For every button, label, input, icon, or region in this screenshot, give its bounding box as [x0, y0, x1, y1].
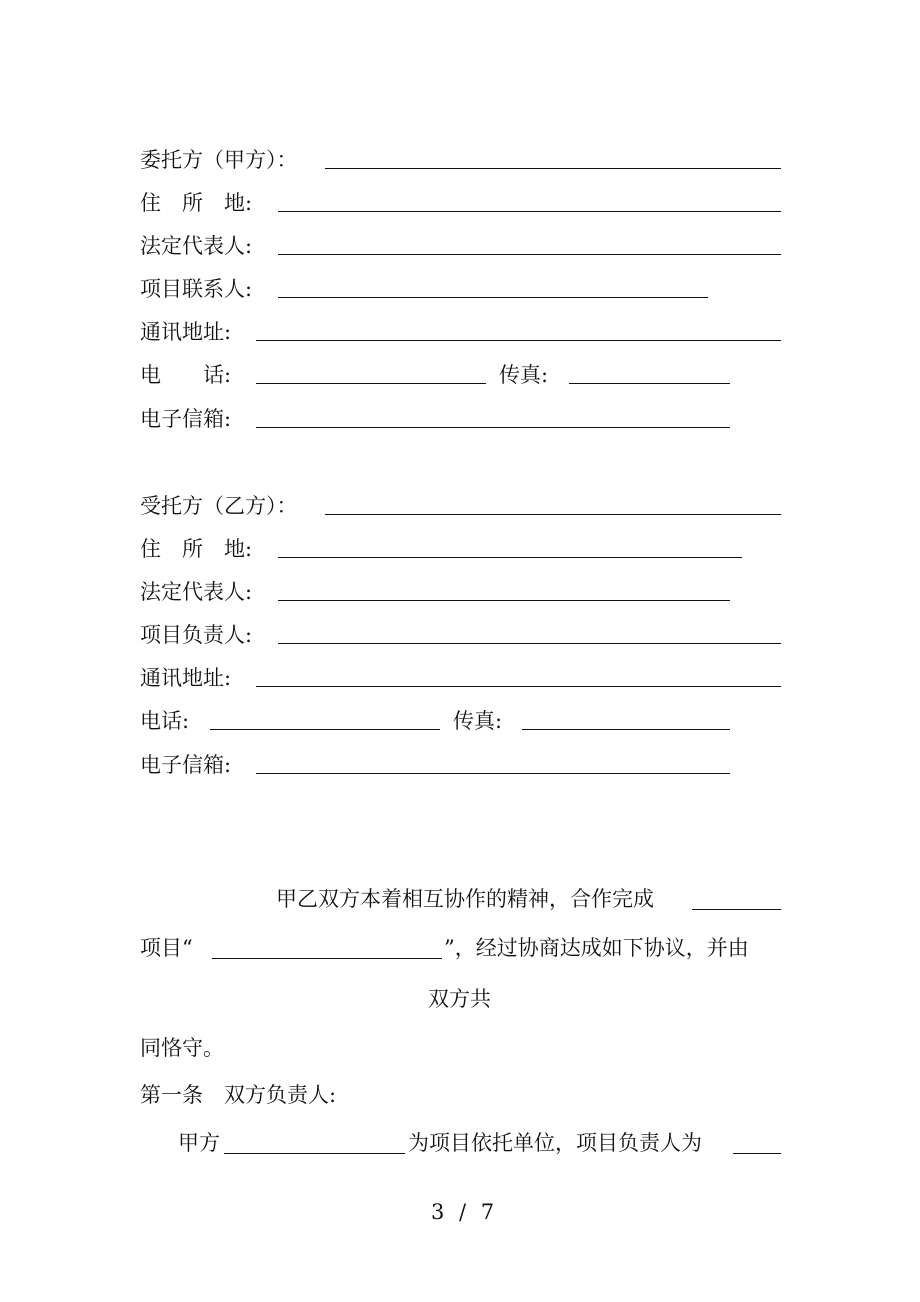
party-a-email-blank[interactable]	[256, 427, 730, 428]
agreement-intro-line3: 双方共	[428, 987, 491, 1011]
party-a-address-label: 住 所 地:	[140, 191, 253, 215]
party-b-legal-rep-blank[interactable]	[278, 600, 730, 601]
party-a-unit-blank[interactable]	[224, 1153, 405, 1154]
party-b-manager-label: 项目负责人:	[140, 623, 253, 647]
party-a-phone-label: 电 话:	[140, 363, 232, 387]
party-a-address-blank[interactable]	[278, 211, 781, 212]
party-b-address-label: 住 所 地:	[140, 537, 253, 561]
party-a-contact-label: 项目联系人:	[140, 277, 253, 301]
agreement-intro-line2-b: ”，经过协商达成如下协议，并由	[444, 936, 749, 960]
party-a-mail-address-label: 通讯地址:	[140, 320, 232, 344]
article-1-party-a-text: 甲方	[178, 1131, 220, 1155]
party-a-email-label: 电子信箱:	[140, 407, 232, 431]
page-number: 3 / 7	[431, 1200, 499, 1224]
party-a-fax-label: 传真:	[499, 363, 549, 387]
party-b-mail-address-blank[interactable]	[256, 686, 781, 687]
article-1-title: 第一条 双方负责人:	[140, 1083, 337, 1107]
party-b-name-blank[interactable]	[325, 514, 781, 515]
party-b-mail-address-label: 通讯地址:	[140, 666, 232, 690]
party-b-email-label: 电子信箱:	[140, 753, 232, 777]
party-b-title: 受托方（乙方）：	[140, 494, 298, 518]
agreement-intro-line4: 同恪守。	[140, 1036, 224, 1060]
party-a-manager-blank[interactable]	[733, 1153, 781, 1154]
party-b-manager-blank[interactable]	[278, 643, 781, 644]
party-b-phone-blank[interactable]	[210, 729, 440, 730]
party-b-fax-blank[interactable]	[522, 729, 730, 730]
party-a-legal-rep-blank[interactable]	[278, 254, 781, 255]
party-b-fax-label: 传真:	[453, 709, 503, 733]
agreement-intro-line2-a: 项目“	[140, 936, 193, 960]
agreement-intro-line1: 甲乙双方本着相互协作的精神，合作完成	[276, 887, 654, 911]
party-a-phone-blank[interactable]	[256, 383, 486, 384]
party-a-fax-blank[interactable]	[569, 383, 730, 384]
project-name-blank-1[interactable]	[692, 909, 781, 910]
party-a-title: 委托方（甲方）：	[140, 148, 298, 172]
party-a-name-blank[interactable]	[325, 168, 781, 169]
project-name-blank-2[interactable]	[212, 958, 442, 959]
party-a-mail-address-blank[interactable]	[256, 340, 781, 341]
party-a-contact-blank[interactable]	[278, 297, 708, 298]
party-b-address-blank[interactable]	[278, 557, 742, 558]
party-a-legal-rep-label: 法定代表人:	[140, 234, 253, 258]
party-b-email-blank[interactable]	[256, 773, 730, 774]
article-1-party-a-text-2: 为项目依托单位，项目负责人为	[408, 1131, 702, 1155]
party-b-legal-rep-label: 法定代表人:	[140, 580, 253, 604]
party-b-phone-label: 电话:	[140, 709, 190, 733]
